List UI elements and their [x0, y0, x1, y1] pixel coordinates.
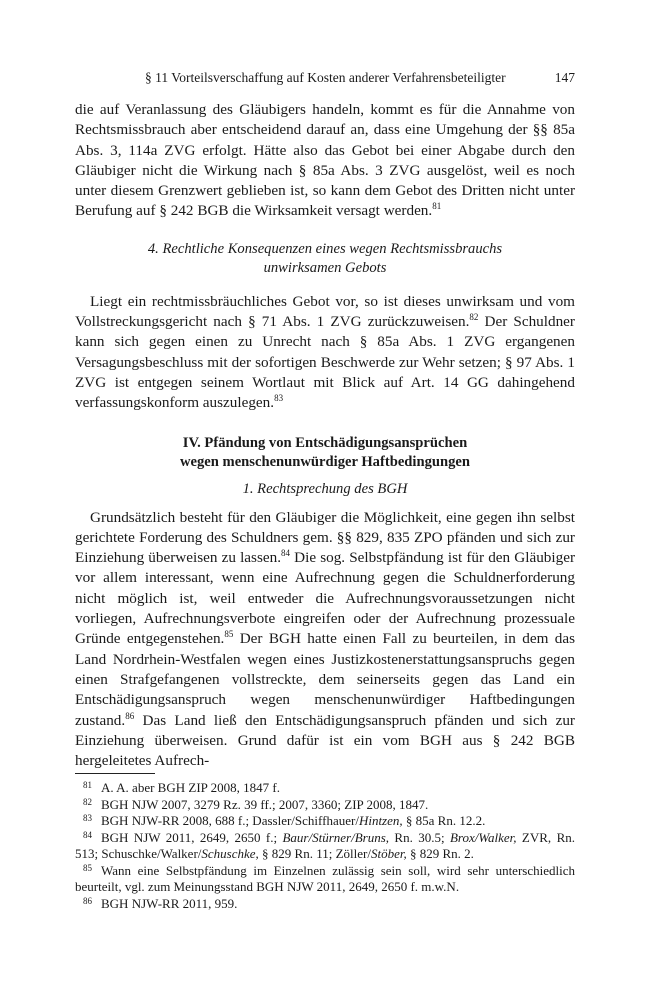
- footnote-text: § 829 Rn. 2.: [406, 846, 474, 861]
- footnote-ref-84: 84: [281, 548, 290, 559]
- footnote-85: 85 Wann eine Selbstpfändung im Einzelnen zulässig sein soll, wird sehr unterschiedlich beurteilt, vgl. zum Meinungsstand BGH NJW 2011, 2649, 2650 f. m.w.N.: [75, 862, 575, 894]
- footnote-81: 81 A. A. aber BGH ZIP 2008, 1847 f.: [83, 780, 280, 795]
- running-header: [145, 70, 575, 86]
- body-text: [75, 100, 575, 771]
- paragraph-3: [75, 508, 575, 772]
- paragraph-3-text-b: Die sog. Selbstpfändung ist für den Gläubiger vor allem interessant, wenn eine Aufrechnung gegen die Schuldnerforderung nicht möglich ist, weil entweder die Aufrechnungsvoraussetzungen nicht vorliegen, Aufrechnungsverbote eingreifen oder der Aufrechnung prozessuale Gründe entgegenstehen.: [75, 549, 576, 648]
- footnote-text: Wann eine Selbstpfändung im Einzelnen zulässig sein soll, wird sehr unterschiedlich beurteilt, vgl. zum Meinungsstand BGH NJW 2011, 2649, 2650 f. m.w.N.: [75, 862, 575, 894]
- footnote-author: Brox/Walker,: [449, 829, 517, 845]
- footnote-84: 84 BGH NJW 2011, 2649, 2650 f.; Baur/Stürner/Bruns, Rn. 30.5; Brox/Walker, ZVR, Rn. 513; Schuschke/Walker/Schuschke, § 829 Rn. 11; Zöller/Stöber, § 829 Rn. 2.: [75, 829, 575, 861]
- header-title: § 11 Vorteilsverschaffung auf Kosten anderer Verfahrensbeteiligter: [145, 70, 506, 85]
- footnote-text: § 829 Rn. 11; Zöller/: [258, 846, 371, 861]
- subheading-1: 1. Rechtsprechung des BGH: [242, 480, 408, 497]
- footnote-author: Baur/Stürner/Bruns,: [282, 829, 390, 845]
- footnote-ref-81: 81: [432, 201, 442, 212]
- footnote-author: Stöber,: [370, 846, 407, 861]
- footnote-separator: [75, 773, 155, 774]
- subheading-4-line1: 4. Rechtliche Konsequenzen eines wegen Rechtsmissbrauchs: [147, 240, 503, 257]
- footnote-text: BGH NJW-RR 2008, 688 f.; Dassler/Schiffhauer/: [101, 813, 359, 828]
- subheading-4-line2: unwirksamen Gebots: [263, 259, 387, 276]
- footnote-ref-83: 83: [274, 393, 284, 404]
- footnote-text: ZVR, Rn. 513; Schuschke/Walker/: [75, 829, 575, 861]
- footnote-text: BGH NJW 2011, 2649, 2650 f.;: [101, 829, 283, 845]
- footnote-86: 86 BGH NJW-RR 2011, 959.: [83, 895, 238, 911]
- footnote-text: § 85a Rn. 12.2.: [402, 813, 486, 828]
- paragraph-3-text-a: Grundsätzlich besteht für den Gläubiger die Möglichkeit, eine gegen ihn selbst gerichtete Forderung des Schuldners gem. §§ 829, 835 ZPO pfänden und sich zur Einziehung überweisen zu lassen.: [75, 508, 575, 567]
- section-heading-iv: [75, 434, 575, 472]
- section-heading-line2: wegen menschenunwürdiger Haftbedingungen: [179, 453, 470, 470]
- footnote-text: BGH NJW-RR 2011, 959.: [101, 895, 238, 911]
- paragraph-2: [75, 292, 575, 414]
- footnote-author: Schuschke,: [201, 846, 259, 861]
- paragraph-3-text-d: Das Land ließ den Entschädigungsanspruch pfänden und sich zur Einziehung überweisen. Grund dafür ist ein vom BGH aus § 242 BGB hergeleitetes Aufrech-: [75, 711, 575, 770]
- paragraph-1-text: die auf Veranlassung des Gläubigers handeln, kommt es für die Annahme von Rechtsmissbrauch aber entscheidend darauf an, dass eine Umgehung der §§ 85a Abs. 3, 114a ZVG erfolgt. Hätte also das Gebot bei einer Abgabe durch den Gläubiger nicht die Wirkung nach § 85a Abs. 3 ZVG ausgelöst, weil es noch unter diesem Grenzwert geblieben ist, so kann dem Gebot des Dritten nicht unter Berufung auf § 242 BGB die Wirksamkeit versagt werden.: [75, 101, 575, 220]
- footnote-82: 82 BGH NJW 2007, 3279 Rz. 39 ff.; 2007, 3360; ZIP 2008, 1847.: [83, 796, 429, 812]
- footnote-text: BGH NJW 2007, 3279 Rz. 39 ff.; 2007, 3360; ZIP 2008, 1847.: [101, 796, 429, 812]
- paragraph-1: [75, 100, 575, 222]
- footnotes: [75, 780, 575, 912]
- section-heading-line1: IV. Pfändung von Entschädigungsansprüchen: [182, 434, 468, 451]
- footnote-ref-85: 85: [224, 629, 234, 640]
- footnote-ref-86: 86: [125, 710, 135, 721]
- paragraph-2-text-b: Der Schuldner kann sich gegen einen zu Unrecht nach § 85a Abs. 1 ZVG ergangenen Versagungsbeschluss mit der sofortigen Beschwerde zur Wehr setzen; § 97 Abs. 1 ZVG ist entgegen seinem Wortlaut mit Blick auf Art. 14 GG dahingehend verfassungskonform auszulegen.: [75, 313, 575, 412]
- paragraph-3-text-c: Der BGH hatte einen Fall zu beurteilen, in dem das Land Nordrhein-Westfalen wegen eines Justizkostenerstattungsanspruchs gegen einen Strafgefangenen vollstreckte, dem seinerseits gegen das Land ein Entschädigungsanspruch wegen menschenunwürdiger Haftbedingungen zustand.: [75, 630, 576, 729]
- footnote-ref-82: 82: [469, 312, 479, 323]
- footnote-text: A. A. aber BGH ZIP 2008, 1847 f.: [101, 780, 280, 795]
- page-number: 147: [554, 70, 575, 85]
- paragraph-2-text-a: Liegt ein rechtmissbräuchliches Gebot vor, so ist dieses unwirksam und vom Vollstreckungsgericht nach § 71 Abs. 1 ZVG zurückzuweisen.: [75, 292, 575, 331]
- footnote-text: Rn. 30.5;: [389, 829, 450, 845]
- footnote-author: Hintzen,: [358, 813, 403, 828]
- subheading-4: [75, 240, 575, 278]
- footnote-83: 83 BGH NJW-RR 2008, 688 f.; Dassler/Schiffhauer/Hintzen, § 85a Rn. 12.2.: [83, 813, 486, 828]
